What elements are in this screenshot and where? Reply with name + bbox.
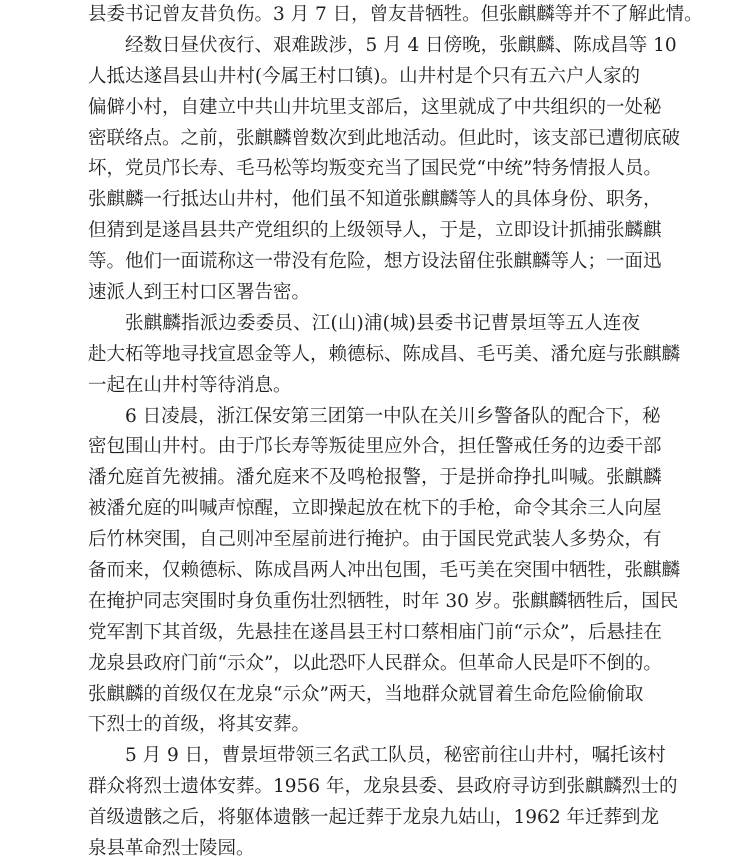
text-line: 龙泉县政府门前“示众”，以此恐吓人民群众。但革命人民是吓不倒的。	[88, 652, 662, 674]
body-text	[88, 0, 703, 865]
text-line: 泉县革命烈士陵园。	[88, 838, 255, 860]
paragraph	[88, 31, 681, 309]
text-line: 偏僻小村，自建立中共山井坑里支部后，这里就成了中共组织的一处秘	[88, 96, 662, 118]
text-line: 密联络点。之前，张麒麟曾数次到此地活动。但此时，该支部已遭彻底破	[88, 127, 681, 149]
text-line: 后竹林突围，自己则冲至屋前进行掩护。由于国民党武装人多势众，有	[88, 529, 662, 551]
text-line: 张麒麟的首级仅在龙泉“示众”两天，当地群众就冒着生命危险偷偷取	[88, 683, 644, 705]
paragraph	[88, 0, 703, 31]
text-line: 在掩护同志突围时身负重伤壮烈牺牲，时年 30 岁。张麒麟牺牲后，国民	[88, 590, 679, 612]
paragraph	[88, 309, 681, 402]
text-line: 潘允庭首先被捕。潘允庭来不及鸣枪报警，于是拼命挣扎叫喊。张麒麟	[88, 467, 662, 489]
text-line: 群众将烈士遗体安葬。1956 年，龙泉县委、县政府寻访到张麒麟烈士的	[88, 776, 678, 798]
text-line: 等。他们一面谎称这一带没有危险，想方设法留住张麒麟等人；一面迅	[88, 251, 662, 273]
text-line: 密包围山井村。由于邝长寿等叛徒里应外合，担任警戒任务的边委干部	[88, 436, 662, 458]
text-line: 张麒麟一行抵达山井村，他们虽不知道张麒麟等人的具体身份、职务，	[88, 189, 662, 211]
text-line: 首级遗骸之后，将躯体遗骸一起迁葬于龙泉九姑山，1962 年迁葬到龙	[88, 807, 659, 829]
text-line: 速派人到王村口区署告密。	[88, 282, 311, 304]
text-line: 备而来，仅赖德标、陈成昌两人冲出包围，毛丐美在突围中牺牲，张麒麟	[88, 560, 681, 582]
text-line: 张麒麟指派边委委员、江(山)浦(城)县委书记曹景垣等五人连夜	[125, 312, 640, 334]
text-line: 5 月 9 日，曹景垣带领三名武工队员，秘密前往山井村，嘱托该村	[125, 745, 666, 767]
paragraph	[88, 741, 678, 865]
text-line: 经数日昼伏夜行、艰难跋涉，5 月 4 日傍晚，张麒麟、陈成昌等 10	[125, 34, 677, 56]
text-line: 6 日凌晨，浙江保安第三团第一中队在关川乡警备队的配合下，秘	[125, 405, 661, 427]
text-line: 县委书记曾友昔负伤。3 月 7 日，曾友昔牺牲。但张麒麟等并不了解此情。	[88, 4, 703, 25]
text-line: 下烈士的首级，将其安葬。	[88, 714, 311, 736]
text-line: 党军割下其首级，先悬挂在遂昌县王村口蔡相庙门前“示众”，后悬挂在	[88, 621, 662, 643]
paragraph	[88, 402, 681, 742]
text-line: 人抵达遂昌县山井村(今属王村口镇)。山井村是个只有五六户人家的	[88, 65, 640, 87]
text-line: 一起在山井村等待消息。	[88, 374, 292, 396]
text-line: 但猜到是遂昌县共产党组织的上级领导人，于是，立即设计抓捕张麟麒	[88, 220, 662, 242]
text-line: 坏，党员邝长寿、毛马松等均叛变充当了国民党“中统”特务情报人员。	[88, 158, 662, 180]
text-line: 被潘允庭的叫喊声惊醒，立即操起放在枕下的手枪，命令其余三人向屋	[88, 498, 662, 520]
text-line: 赴大柘等地寻找宣恩金等人，赖德标、陈成昌、毛丐美、潘允庭与张麒麟	[88, 343, 681, 365]
